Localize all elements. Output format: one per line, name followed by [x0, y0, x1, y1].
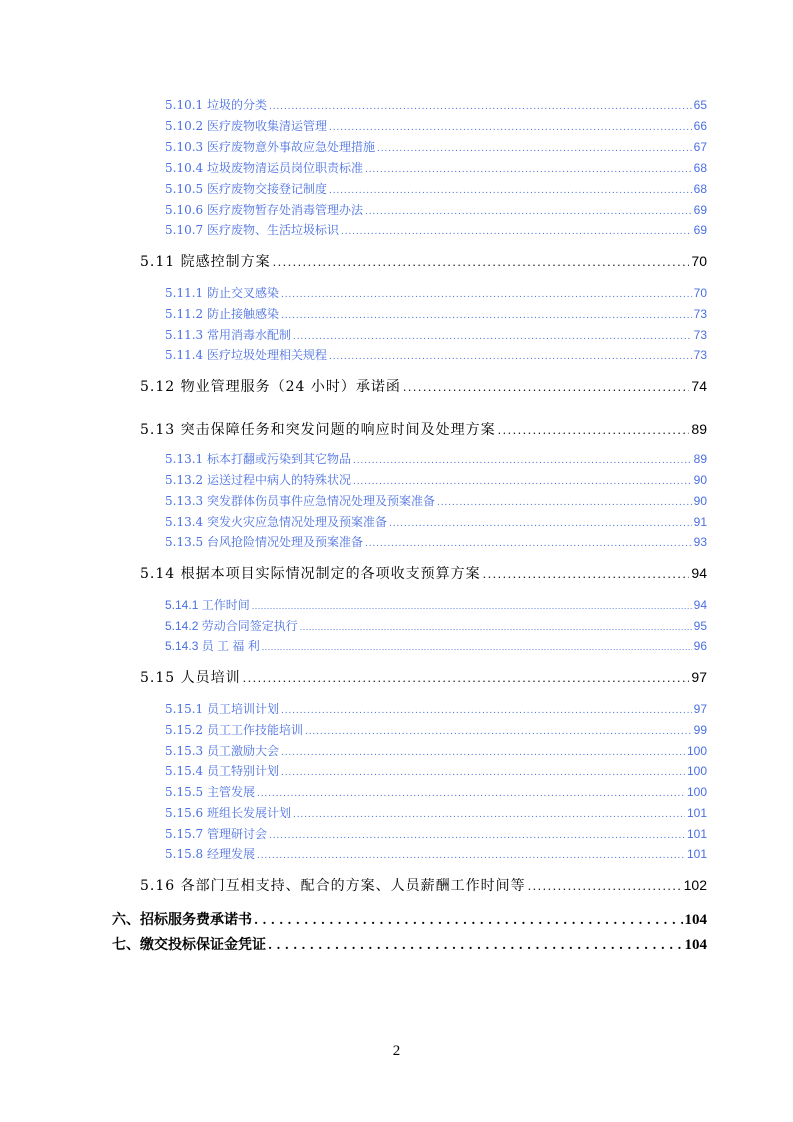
dot-leader: [262, 642, 692, 652]
toc-section[interactable]: [140, 667, 707, 689]
page-number: 2: [392, 1043, 401, 1059]
toc-section-title: 5.15 人员培训: [140, 670, 241, 686]
toc-entry-title: 5.13.5 台风抢险情况处理及预案准备: [165, 535, 363, 549]
toc-entry-title: 5.15.1 员工培训计划: [165, 702, 279, 716]
dot-leader: [528, 880, 682, 893]
dot-leader: [389, 519, 692, 529]
toc-entry[interactable]: [165, 700, 707, 718]
toc-entry[interactable]: [165, 221, 707, 239]
dot-leader: [268, 938, 683, 952]
toc-chapter-page: 104: [684, 937, 707, 953]
toc-entry[interactable]: [165, 742, 707, 760]
toc-entry[interactable]: [165, 201, 707, 219]
toc-entry-title: 5.15.2 员工工作技能培训: [165, 723, 303, 737]
toc-entry-page: 99: [693, 723, 707, 737]
dot-leader: [273, 256, 690, 269]
toc-section[interactable]: [140, 875, 707, 897]
toc-entry-title: 5.14.2 劳动合同签定执行: [165, 619, 298, 633]
dot-leader: [437, 498, 692, 508]
dot-leader: [305, 727, 692, 737]
dot-leader: [377, 144, 692, 154]
toc-entry[interactable]: [165, 804, 707, 822]
toc-entry-title: 5.15.6 班组长发展计划: [165, 806, 291, 820]
dot-leader: [269, 831, 685, 841]
toc-entry[interactable]: [165, 596, 707, 614]
toc-entry-page: 67: [693, 140, 707, 154]
toc-section-title: 5.16 各部门互相支持、配合的方案、人员薪酬工作时间等: [140, 878, 526, 894]
dot-leader: [365, 539, 692, 549]
toc-entry-title: 5.10.7 医疗废物、生活垃圾标识: [165, 223, 339, 237]
toc-entry-page: 100: [686, 744, 707, 758]
dot-leader: [498, 424, 690, 437]
toc-entry[interactable]: [165, 637, 707, 655]
toc-entry-title: 5.11.3 常用消毒水配制: [165, 328, 291, 342]
toc-entry-page: 73: [693, 328, 707, 342]
toc-entry[interactable]: [165, 762, 707, 780]
toc-entry-page: 100: [686, 764, 707, 778]
toc-entry[interactable]: [165, 284, 707, 302]
dot-leader: [365, 165, 692, 175]
toc-section-page: 89: [691, 421, 707, 437]
toc-section-title: 5.13 突击保障任务和突发问题的响应时间及处理方案: [140, 422, 496, 438]
toc-entry[interactable]: [165, 305, 707, 323]
dot-leader: [269, 102, 692, 112]
toc-entry-page: 69: [693, 203, 707, 217]
toc-entry-page: 69: [693, 223, 707, 237]
toc-entry-page: 101: [686, 827, 707, 841]
toc-section-title: 5.14 根据本项目实际情况制定的各项收支预算方案: [140, 566, 481, 582]
toc-chapter-title: 七、缴交投标保证金凭证: [112, 937, 266, 953]
toc-entry-page: 101: [686, 847, 707, 861]
toc-entry-page: 73: [693, 307, 707, 321]
toc-entry-title: 5.15.4 员工特别计划: [165, 764, 279, 778]
toc-entry-title: 5.15.7 管理研讨会: [165, 827, 267, 841]
dot-leader: [403, 381, 690, 394]
toc-entry-page: 70: [693, 286, 707, 300]
toc-entry[interactable]: [165, 825, 707, 843]
dot-leader: [293, 332, 692, 342]
toc-section-title: 5.12 物业管理服务（24 小时）承诺函: [140, 379, 401, 395]
toc-entry-title: 5.13.4 突发火灾应急情况处理及预案准备: [165, 515, 387, 529]
dot-leader: [353, 456, 692, 466]
toc-entry-title: 5.11.1 防止交叉感染: [165, 286, 279, 300]
toc-section-page: 97: [691, 669, 707, 685]
toc-entry[interactable]: [165, 783, 707, 801]
toc-entry-page: 68: [693, 161, 707, 175]
toc-chapter-title: 六、招标服务费承诺书: [112, 912, 252, 928]
toc-entry[interactable]: [165, 492, 707, 510]
toc-entry-page: 68: [693, 182, 707, 196]
dot-leader: [281, 748, 685, 758]
dot-leader: [252, 601, 692, 611]
toc-entry[interactable]: [165, 533, 707, 551]
toc-entry-page: 89: [693, 452, 707, 466]
dot-leader: [281, 706, 692, 716]
dot-leader: [257, 851, 685, 861]
toc-entry-page: 73: [693, 348, 707, 362]
dot-leader: [281, 768, 685, 778]
toc-entry-title: 5.11.4 医疗垃圾处理相关规程: [165, 348, 327, 362]
toc-section-page: 74: [691, 378, 707, 394]
dot-leader: [243, 672, 690, 685]
toc-entry-title: 5.11.2 防止接触感染: [165, 307, 279, 321]
dot-leader: [281, 311, 692, 321]
toc-entry-title: 5.14.3 员 工 福 利: [165, 639, 260, 653]
toc-entry-page: 96: [693, 639, 707, 653]
toc-entry-page: 90: [693, 473, 707, 487]
toc-entry-title: 5.13.2 运送过程中病人的特殊状况: [165, 473, 351, 487]
toc-entry-page: 101: [686, 806, 707, 820]
toc-section[interactable]: [140, 251, 707, 273]
toc-entry-title: 5.10.5 医疗废物交接登记制度: [165, 182, 327, 196]
toc-entry[interactable]: [165, 513, 707, 531]
toc-entry[interactable]: [165, 180, 707, 198]
toc-entry-title: 5.15.8 经理发展: [165, 847, 255, 861]
toc-entry-title: 5.15.3 员工激励大会: [165, 744, 279, 758]
dot-leader: [353, 477, 692, 487]
dot-leader: [281, 290, 692, 300]
toc-entry-page: 91: [693, 515, 707, 529]
dot-leader: [257, 789, 685, 799]
dot-leader: [300, 622, 692, 632]
toc-entry[interactable]: [165, 721, 707, 739]
toc-entry-page: 94: [693, 598, 707, 612]
toc-entry-title: 5.10.6 医疗废物暂存处消毒管理办法: [165, 203, 363, 217]
dot-leader: [329, 123, 692, 133]
toc-section-page: 94: [691, 565, 707, 581]
toc-entry[interactable]: [165, 471, 707, 489]
toc-entry-page: 97: [693, 702, 707, 716]
toc-section-title: 5.11 院感控制方案: [140, 254, 271, 270]
toc-section[interactable]: [140, 563, 707, 585]
toc-entry[interactable]: [165, 450, 707, 468]
toc-entry[interactable]: [165, 326, 707, 344]
toc-entry-title: 5.10.2 医疗废物收集清运管理: [165, 119, 327, 133]
toc-entry[interactable]: [165, 617, 707, 635]
toc-chapter[interactable]: [112, 909, 707, 931]
toc-chapter[interactable]: [112, 934, 707, 956]
toc-entry-title: 5.10.4 垃圾废物清运员岗位职责标准: [165, 161, 363, 175]
toc-chapter-page: 104: [684, 912, 707, 928]
dot-leader: [293, 810, 685, 820]
dot-leader: [483, 568, 690, 581]
toc-entry-title: 5.10.3 医疗废物意外事故应急处理措施: [165, 140, 375, 154]
toc-entry-page: 90: [693, 494, 707, 508]
toc-entry-page: 100: [686, 785, 707, 799]
toc-entry[interactable]: [165, 138, 707, 156]
toc-entry-page: 66: [693, 119, 707, 133]
toc-entry-page: 65: [693, 98, 707, 112]
dot-leader: [341, 227, 692, 237]
dot-leader: [329, 186, 692, 196]
toc-entry[interactable]: [165, 96, 707, 114]
toc-entry-title: 5.13.1 标本打翻或污染到其它物品: [165, 452, 351, 466]
toc-entry-title: 5.13.3 突发群体伤员事件应急情况处理及预案准备: [165, 494, 435, 508]
toc-section-page: 102: [683, 877, 707, 893]
toc-section-page: 70: [691, 253, 707, 269]
toc-section[interactable]: [140, 376, 707, 398]
toc-entry[interactable]: [165, 117, 707, 135]
toc-entry-title: 5.15.5 主管发展: [165, 785, 255, 799]
dot-leader: [365, 207, 692, 217]
dot-leader: [329, 352, 692, 362]
toc-entry[interactable]: [165, 159, 707, 177]
toc-entry[interactable]: [165, 346, 707, 364]
toc-entry-title: 5.14.1 工作时间: [165, 598, 250, 612]
toc-entry-title: 5.10.1 垃圾的分类: [165, 98, 267, 112]
toc-entry-page: 95: [693, 619, 707, 633]
toc-section[interactable]: [140, 419, 707, 441]
toc-entry[interactable]: [165, 845, 707, 863]
dot-leader: [254, 913, 683, 927]
toc-entry-page: 93: [693, 535, 707, 549]
